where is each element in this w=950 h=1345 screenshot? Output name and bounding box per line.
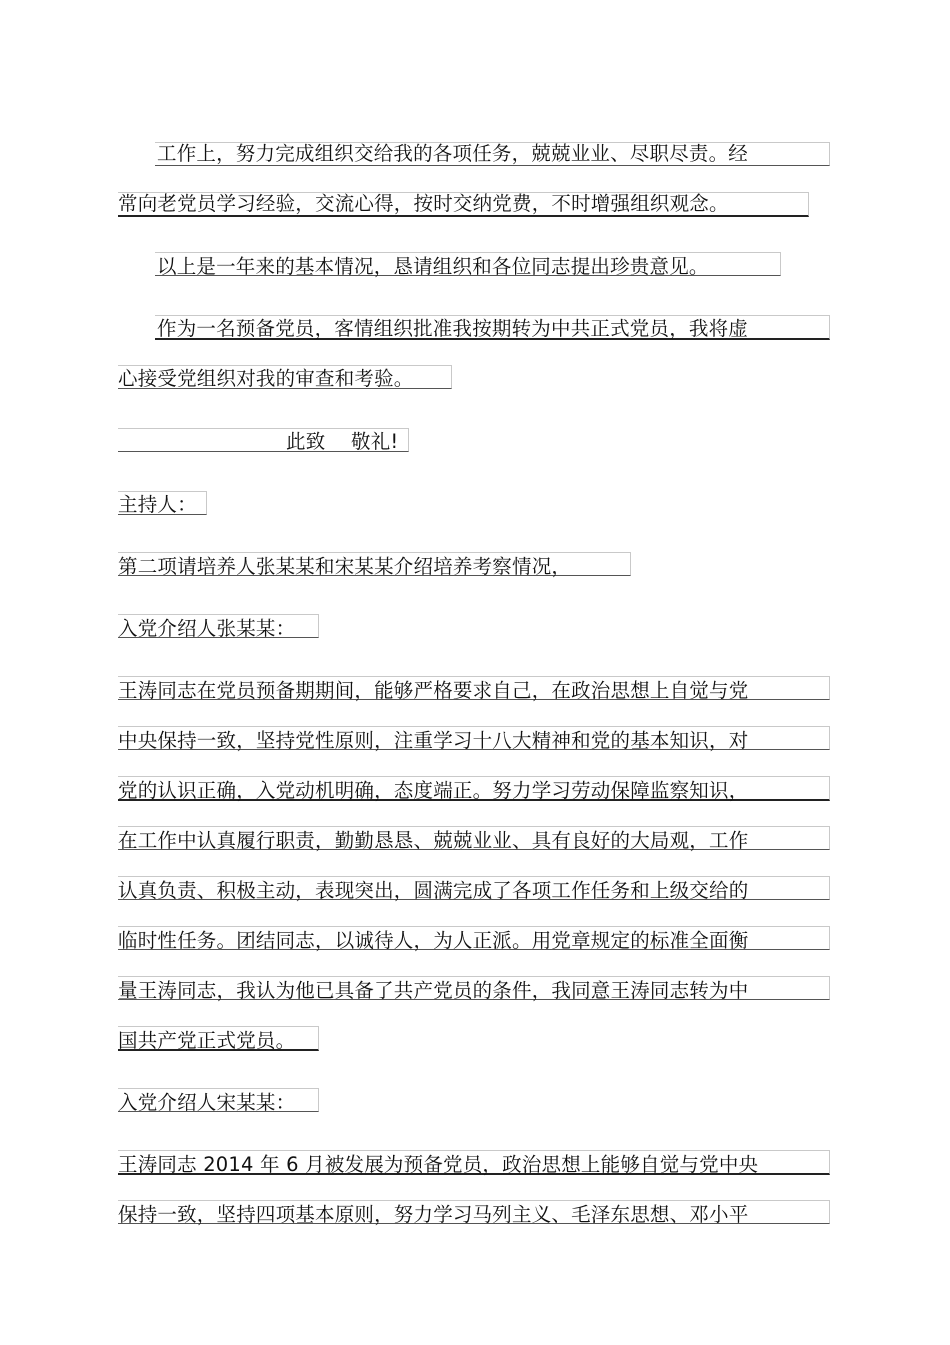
paragraph-line: 中央保持一致，坚持党性原则，注重学习十八大精神和党的基本知识，对: [118, 729, 749, 752]
paragraph-line: 认真负责、积极主动，表现突出，圆满完成了各项工作任务和上级交给的: [118, 879, 749, 902]
paragraph-line: 国共产党正式党员。: [118, 1029, 296, 1052]
paragraph-line: 工作上，努力完成组织交给我的各项任务，兢兢业业、尽职尽责。经: [157, 142, 749, 165]
closing-salutation: 此致 敬礼!: [286, 430, 399, 453]
paragraph-line: 作为一名预备党员，客情组织批准我按期转为中共正式党员，我将虚: [157, 317, 749, 340]
paragraph-line: 保持一致，坚持四项基本原则，努力学习马列主义、毛泽东思想、邓小平: [118, 1203, 749, 1226]
paragraph-line: 常向老党员学习经验，交流心得，按时交纳党费，不时增强组织观念。: [118, 192, 729, 215]
section-heading: 主持人：: [118, 493, 197, 516]
paragraph-line: 在工作中认真履行职责，勤勤恳恳、兢兢业业、具有良好的大局观，工作: [118, 829, 749, 852]
paragraph-line: 王涛同志在党员预备期期间，能够严格要求自己，在政治思想上自觉与党: [118, 679, 749, 702]
paragraph-line: 临时性任务。团结同志，以诚待人，为人正派。用党章规定的标准全面衡: [118, 929, 749, 952]
section-heading: 入党介绍人宋某某：: [118, 1091, 296, 1114]
paragraph-line: 以上是一年来的基本情况，恳请组织和各位同志提出珍贵意见。: [157, 255, 709, 278]
paragraph-line: 王涛同志 2014 年 6 月被发展为预备党员，政治思想上能够自觉与党中央: [118, 1153, 759, 1176]
section-heading: 入党介绍人张某某：: [118, 617, 296, 640]
paragraph-line: 量王涛同志，我认为他已具备了共产党员的条件，我同意王涛同志转为中: [118, 979, 749, 1002]
paragraph-line: 心接受党组织对我的审查和考验。: [118, 367, 414, 390]
paragraph-line: 党的认识正确，入党动机明确，态度端正。努力学习劳动保障监察知识，: [118, 779, 749, 802]
section-heading: 第二项请培养人张某某和宋某某介绍培养考察情况，: [118, 555, 572, 578]
